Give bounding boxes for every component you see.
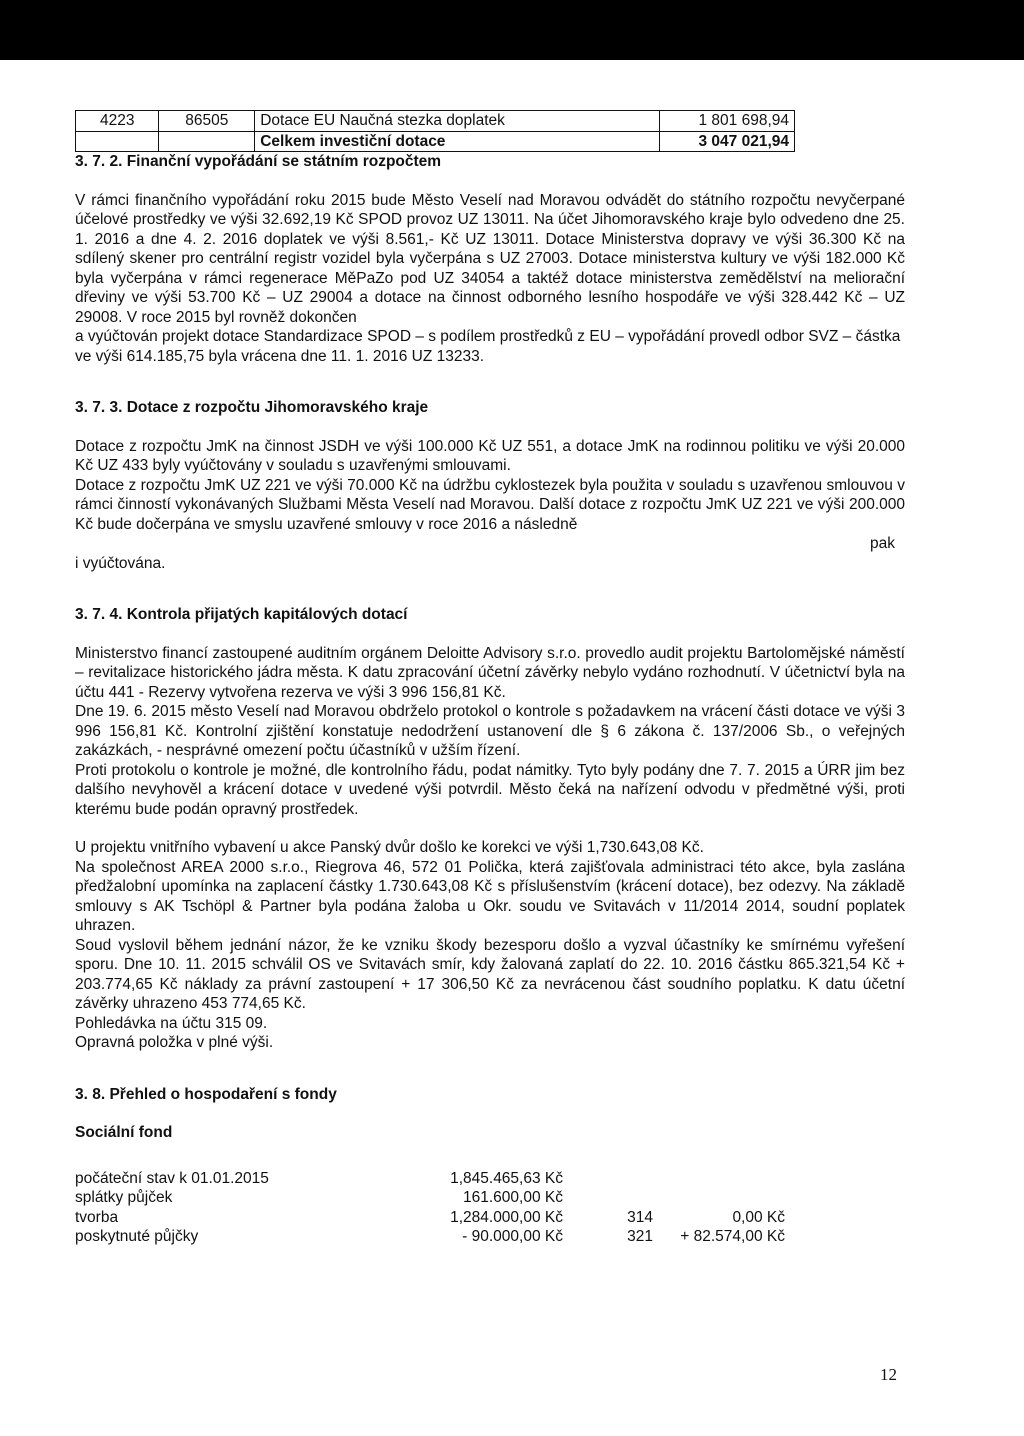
fund-value	[653, 1188, 785, 1208]
section-heading-38: 3. 8. Přehled o hospodaření s fondy	[75, 1085, 337, 1103]
fund-label: splátky půjček	[75, 1189, 173, 1206]
investment-grant-table	[75, 110, 795, 152]
paragraph-pak: pak	[870, 535, 895, 552]
fund-label: poskytnuté půjčky	[75, 1228, 199, 1245]
social-fund-heading: Sociální fond	[75, 1124, 173, 1141]
table-row	[75, 1169, 785, 1189]
document-page	[75, 110, 905, 1247]
paragraph-jmk-cyklostezky: Dotace z rozpočtu JmK UZ 221 ve výši 70.000 Kč na údržbu cyklostezek byla použita v souladu s uzavřenou smlouvou v rámci činností vykonávaných Službami Města Veselí nad Moravou. Další dotace z rozpočtu JmK UZ 221 ve výši 200.000 Kč bude dočerpána ve smyslu uzavřené smlouvy v roce 2016 a následně	[75, 476, 905, 533]
paragraph-objections: Proti protokolu o kontrole je možné, dle kontrolního řádu, podat námitky. Tyto byly podány dne 7. 7. 2015 a ÚRR jim bez dalšího nevyhověl a krácení dotace v uvedené výši potvrdil. Město čeká na nařízení odvodu v předmětné výši, proti kterému bude podán opravný prostředek.	[75, 761, 905, 818]
section-heading-372: 3. 7. 2. Finanční vypořádání se státním rozpočtem	[75, 153, 442, 170]
table-row	[76, 131, 795, 152]
table-row	[75, 1188, 785, 1208]
item-cell: 86505	[159, 111, 255, 132]
section-heading-373: 3. 7. 3. Dotace z rozpočtu Jihomoravského kraje	[75, 399, 429, 416]
fund-amount: 161.600,00 Kč	[463, 1189, 563, 1206]
fund-code: 321	[627, 1228, 653, 1245]
fund-amount: 1,284.000,00 Kč	[450, 1208, 563, 1226]
fund-amount: 1,845.465,63 Kč	[450, 1169, 563, 1187]
table-row	[76, 111, 795, 132]
paragraph-audit: Ministerstvo financí zastoupené auditním orgánem Deloitte Advisory s.r.o. provedlo audit projektu Bartolomějské náměstí – revitalizace historického jádra města. K datu zpracování účetní závěrky nebylo vydáno rozhodnutí. V účetnictví byla na účtu 441 - Rezervy vytvořena rezerva ve výši 3 996 156,81 Kč.	[75, 644, 905, 701]
paragraph-receivable: Pohledávka na účtu 315 09.	[75, 1014, 268, 1032]
paragraph-spod-project: a vyúčtován projekt dotace Standardizace SPOD – s podílem prostředků z EU – vypořádání provedl odbor SVZ – částka ve výši 614.185,75 byla vrácena dne 11. 1. 2016 UZ 13233.	[75, 328, 901, 365]
paragraph-protocol: Dne 19. 6. 2015 město Veselí nad Moravou obdrželo protokol o kontrole s požadavkem na vrácení části dotace ve výši 3 996 156,81 Kč. Kontrolní zjištění konstatuje nedodržení ustanovení dle § 6 zákona č. 137/2006 Sb., o veřejných zakázkách, - nesprávné omezení počtu účastníků v užším řízení.	[75, 703, 905, 759]
fund-value: 0,00 Kč	[732, 1208, 785, 1226]
paragraph-vyuctovana: i vyúčtována.	[75, 554, 166, 572]
fund-code	[563, 1169, 653, 1189]
total-amount-cell: 3 047 021,94	[660, 131, 795, 152]
fund-label: počáteční stav k 01.01.2015	[75, 1169, 269, 1187]
table-row	[75, 1227, 785, 1247]
paragraph-cell	[76, 131, 159, 152]
total-label-cell: Celkem investiční dotace	[255, 131, 660, 152]
paragraph-allowance: Opravná položka v plné výši.	[75, 1034, 274, 1051]
paragraph-correction: U projektu vnitřního vybavení u akce Panský dvůr došlo ke korekci ve výši 1,730.643,08 Kč.	[75, 839, 704, 856]
paragraph-court: Soud vyslovil během jednání názor, že ke vzniku škody bezesporu došlo a vyzval účastníky ke smírnému vyřešení sporu. Dne 10. 11. 2015 schválil OS ve Svitavách smír, kdy žalovaná zaplatí do 22. 10. 2016 částku 865.321,54 Kč + 203.774,65 Kč náklady za právní zastoupení + 17 306,50 Kč za nevrácenou část soudního poplatku. K datu účetní závěrky uhrazeno 453 774,65 Kč.	[75, 936, 905, 1012]
paragraph-jmk-jsdh: Dotace z rozpočtu JmK na činnost JSDH ve výši 100.000 Kč UZ 551, a dotace JmK na rodinnou politiku ve výši 20.000 Kč UZ 433 byly vyúčtovány v souladu s uzavřenými smlouvami.	[75, 437, 905, 474]
amount-cell: 1 801 698,94	[660, 111, 795, 132]
paragraph-state-budget: V rámci finančního vypořádání roku 2015 bude Město Veselí nad Moravou odvádět do státního rozpočtu nevyčerpané účelové prostředky ve výši 32.692,19 Kč SPOD provoz UZ 13011. Na účet Jihomoravského kraje bylo odvedeno dne 25. 1. 2016 a dne 4. 2. 2016 doplatek ve výši 8.561,- Kč UZ 13011. Dotace Ministerstva dopravy ve výši 36.300 Kč na sdílený skener pro centrální registr vozidel byla vyčerpána s UZ 27003. Dotace ministerstva kultury ve výši 182.000 Kč byla vyčerpána v rámci regenerace MěPaZo pod UZ 34054 a taktéž dotace ministerstva zemědělství na meliorační dřeviny ve výši 53.700 Kč – UZ 29004 a dotace na činnost odborného lesního hospodáře ve výši 328.442 Kč – UZ 29008. V roce 2015 byl rovněž dokončen	[75, 191, 905, 326]
fund-code: 314	[627, 1208, 653, 1226]
social-fund-table	[75, 1169, 785, 1247]
fund-label: tvorba	[75, 1208, 119, 1226]
item-cell	[159, 131, 255, 152]
section-heading-374: 3. 7. 4. Kontrola přijatých kapitálových dotací	[75, 606, 408, 623]
fund-code	[563, 1188, 653, 1208]
page-number: 12	[880, 1365, 897, 1384]
paragraph-area2000: Na společnost AREA 2000 s.r.o., Riegrova 46, 572 01 Polička, která zajišťovala administraci této akce, byla zaslána předžalobní upomínka na zaplacení částky 1.730.643,08 Kč s příslušenstvím (krácení dotace), bez odezvy. Na základě smlouvy s AK Tschöpl & Partner byla podána žaloba u Okr. soudu ve Svitavách v 11/2014 2014, soudní poplatek uhrazen.	[75, 858, 905, 934]
fund-value: + 82.574,00 Kč	[680, 1228, 785, 1245]
description-cell: Dotace EU Naučná stezka doplatek	[255, 111, 660, 132]
fund-amount: - 90.000,00 Kč	[462, 1228, 563, 1245]
table-row	[75, 1208, 785, 1228]
paragraph-cell: 4223	[76, 111, 159, 132]
scan-top-band	[0, 0, 1024, 60]
fund-value	[653, 1169, 785, 1189]
